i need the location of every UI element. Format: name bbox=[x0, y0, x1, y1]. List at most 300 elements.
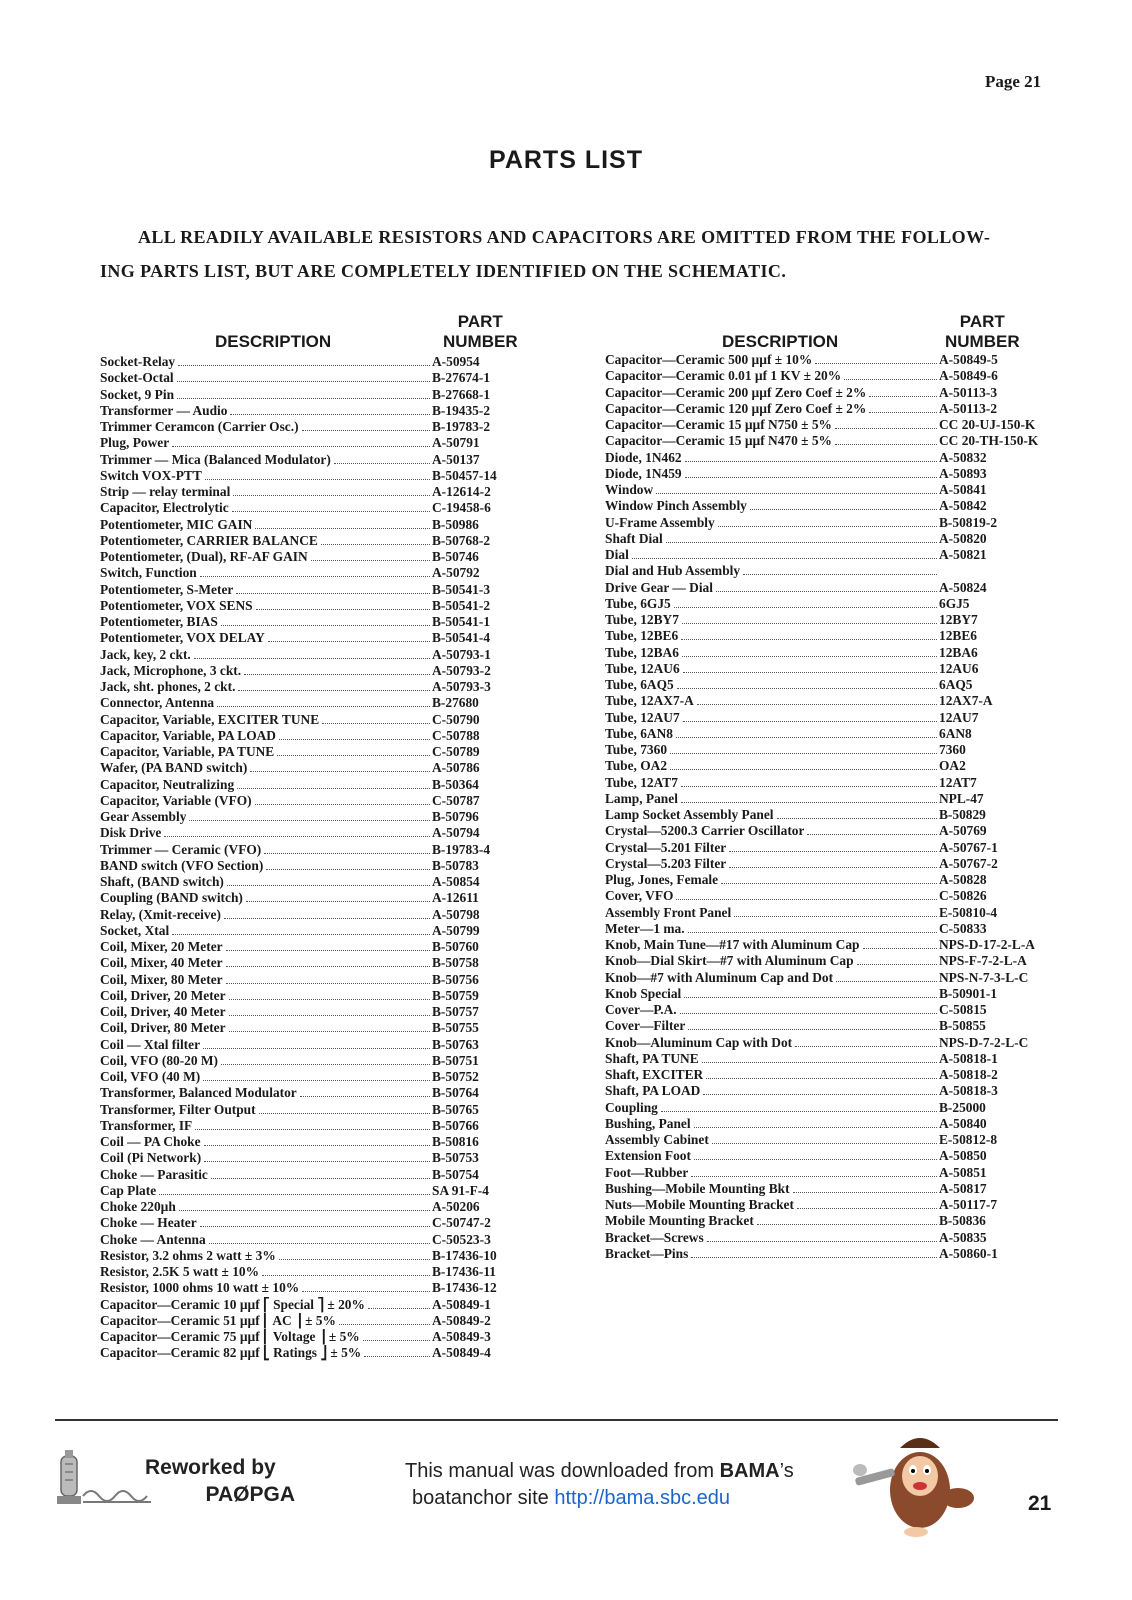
leader-dots bbox=[683, 721, 937, 722]
part-row bbox=[100, 1167, 510, 1183]
part-description: Dial and Hub Assembly bbox=[605, 563, 741, 579]
part-row bbox=[605, 1165, 1057, 1181]
leader-dots bbox=[244, 674, 430, 675]
leader-dots bbox=[734, 916, 937, 917]
part-description: Choke — Antenna bbox=[100, 1231, 206, 1247]
leader-dots bbox=[164, 836, 430, 837]
part-number: B-50783 bbox=[432, 857, 479, 873]
leader-dots bbox=[676, 737, 937, 738]
part-row bbox=[605, 368, 1057, 384]
part-number-header: PART NUMBER bbox=[443, 312, 518, 351]
part-number: B-50855 bbox=[939, 1018, 986, 1034]
part-number: A-50767-2 bbox=[939, 855, 998, 871]
part-number: 6AQ5 bbox=[939, 677, 973, 692]
leader-dots bbox=[311, 560, 430, 561]
part-description: Potentiometer, MIC GAIN bbox=[100, 516, 253, 532]
part-description: Dial bbox=[605, 547, 629, 562]
part-row bbox=[605, 888, 1057, 904]
leader-dots bbox=[815, 363, 937, 364]
part-row bbox=[605, 840, 1057, 856]
part-description: BAND switch (VFO Section) bbox=[100, 857, 264, 873]
part-number: A-50769 bbox=[939, 823, 987, 839]
part-description: Resistor, 3.2 ohms 2 watt ± 3% bbox=[100, 1247, 276, 1263]
bama-brand: BAMA bbox=[719, 1460, 780, 1482]
leader-dots bbox=[364, 1356, 430, 1357]
part-description: Capacitor—Ceramic 15 µµf N470 ± 5% bbox=[605, 433, 832, 449]
leader-dots bbox=[250, 771, 430, 772]
part-row bbox=[605, 563, 1057, 579]
leader-dots bbox=[368, 1308, 430, 1309]
part-number: A-50793-2 bbox=[432, 662, 491, 678]
part-description: Resistor, 2.5K 5 watt ± 10% bbox=[100, 1264, 259, 1279]
part-row bbox=[605, 1035, 1057, 1051]
part-row bbox=[100, 825, 510, 841]
part-row bbox=[100, 1020, 510, 1036]
part-description: Transformer — Audio bbox=[100, 402, 228, 418]
part-description: Capacitor—Ceramic 500 µµf ± 10% bbox=[605, 352, 813, 367]
description-header: DESCRIPTION bbox=[722, 332, 839, 351]
part-row bbox=[100, 1118, 510, 1134]
leader-dots bbox=[757, 1224, 937, 1225]
part-number: A-50794 bbox=[432, 825, 480, 841]
part-description: Socket-Octal bbox=[100, 370, 174, 386]
part-number: A-50798 bbox=[432, 906, 480, 922]
part-number: B-50901-1 bbox=[939, 985, 998, 1001]
part-number: NPS-D-7-2-L-C bbox=[939, 1034, 1029, 1050]
part-row bbox=[605, 1116, 1057, 1132]
leader-dots bbox=[777, 818, 937, 819]
intro-line-1: ALL READILY AVAILABLE RESISTORS AND CAPACITORS ARE OMITTED FROM THE FOLLOW- bbox=[138, 227, 991, 247]
part-description: Transformer, IF bbox=[100, 1117, 193, 1133]
part-description: Tube, OA2 bbox=[605, 758, 668, 774]
parts-column-right bbox=[605, 300, 1057, 1262]
part-row bbox=[100, 1053, 510, 1069]
part-number: E-50810-4 bbox=[939, 904, 998, 920]
part-number: A-50849-5 bbox=[939, 352, 998, 367]
part-row bbox=[100, 468, 510, 484]
part-row bbox=[100, 419, 510, 435]
part-description: Connector, Antenna bbox=[100, 695, 215, 711]
part-row bbox=[100, 955, 510, 971]
part-description: Mobile Mounting Bracket bbox=[605, 1213, 754, 1229]
part-row bbox=[605, 856, 1057, 872]
part-row bbox=[100, 614, 510, 630]
part-description: Potentiometer, CARRIER BALANCE bbox=[100, 532, 318, 548]
part-number: A-50113-2 bbox=[939, 400, 998, 416]
part-row bbox=[605, 531, 1057, 547]
part-description: Choke — Heater bbox=[100, 1215, 197, 1231]
reworked-by-credit: Reworked by PAØPGA bbox=[145, 1456, 295, 1506]
part-number: B-19783-4 bbox=[432, 841, 491, 857]
part-row bbox=[605, 1148, 1057, 1164]
part-description: Nuts—Mobile Mounting Bracket bbox=[605, 1197, 794, 1212]
part-row bbox=[605, 417, 1057, 433]
part-number: B-50986 bbox=[432, 516, 479, 532]
part-number: B-50541-2 bbox=[432, 597, 491, 613]
leader-dots bbox=[322, 723, 430, 724]
part-description: Tube, 12AX7-A bbox=[605, 693, 694, 709]
part-description: Disk Drive bbox=[100, 825, 162, 841]
part-description: Choke 220µh bbox=[100, 1199, 176, 1214]
leader-dots bbox=[712, 1143, 937, 1144]
part-row bbox=[100, 1313, 510, 1329]
part-description: Coil, Mixer, 80 Meter bbox=[100, 971, 223, 987]
part-description: Bracket—Screws bbox=[605, 1229, 704, 1245]
part-row bbox=[605, 791, 1057, 807]
part-number: A-50840 bbox=[939, 1115, 987, 1131]
leader-dots bbox=[230, 414, 430, 415]
leader-dots bbox=[743, 574, 937, 575]
part-row bbox=[605, 1230, 1057, 1246]
leader-dots bbox=[683, 672, 937, 673]
part-description: Coil, Driver, 40 Meter bbox=[100, 1004, 226, 1019]
part-description: Shaft, PA LOAD bbox=[605, 1083, 701, 1099]
part-row bbox=[605, 1067, 1057, 1083]
part-row bbox=[605, 742, 1057, 758]
part-row bbox=[100, 1037, 510, 1053]
leader-dots bbox=[256, 609, 430, 610]
bama-site-link[interactable]: http://bama.sbc.edu bbox=[554, 1487, 730, 1509]
part-description: Drive Gear — Dial bbox=[605, 579, 713, 595]
part-description: Lamp Socket Assembly Panel bbox=[605, 807, 774, 822]
part-description: Coil, Driver, 80 Meter bbox=[100, 1020, 226, 1036]
part-number: A-50821 bbox=[939, 547, 987, 562]
part-row bbox=[100, 939, 510, 955]
leader-dots bbox=[681, 639, 937, 640]
leader-dots bbox=[795, 1046, 937, 1047]
part-description: Foot—Rubber bbox=[605, 1164, 689, 1180]
part-number: A-50113-3 bbox=[939, 384, 998, 400]
part-row bbox=[100, 809, 510, 825]
part-number: C-50788 bbox=[432, 727, 480, 743]
part-description: Meter—1 ma. bbox=[605, 920, 685, 936]
part-description: Tube, 12BY7 bbox=[605, 612, 679, 627]
part-number: 12AU7 bbox=[939, 709, 979, 725]
leader-dots bbox=[262, 1275, 430, 1276]
leader-dots bbox=[205, 479, 430, 480]
leader-dots bbox=[229, 999, 430, 1000]
leader-dots bbox=[321, 544, 430, 545]
part-description: Potentiometer, VOX SENS bbox=[100, 597, 253, 613]
part-description: Coil, Driver, 20 Meter bbox=[100, 987, 226, 1003]
part-description: Choke — Parasitic bbox=[100, 1166, 208, 1182]
leader-dots bbox=[844, 379, 937, 380]
radio-tube-logo-icon bbox=[55, 1448, 155, 1510]
leader-dots bbox=[835, 444, 937, 445]
part-row bbox=[605, 482, 1057, 498]
part-description: Diode, 1N462 bbox=[605, 449, 682, 465]
leader-dots bbox=[224, 918, 430, 919]
part-number: B-50819-2 bbox=[939, 514, 998, 530]
part-row bbox=[605, 466, 1057, 482]
part-row bbox=[100, 582, 510, 598]
part-number: A-50849-2 bbox=[432, 1312, 491, 1328]
part-row bbox=[605, 1100, 1057, 1116]
part-number: B-50757 bbox=[432, 1004, 479, 1019]
parts-column-left bbox=[100, 300, 518, 1362]
part-row bbox=[100, 695, 510, 711]
part-description: Plug, Power bbox=[100, 435, 170, 451]
part-description: Lamp, Panel bbox=[605, 790, 678, 806]
leader-dots bbox=[172, 934, 430, 935]
part-row bbox=[100, 1150, 510, 1166]
part-description: Switch, Function bbox=[100, 565, 197, 581]
part-description: Capacitor—Ceramic 75 µµf ⎢ Voltage ⎥ ± 5% bbox=[100, 1329, 360, 1344]
part-row bbox=[605, 726, 1057, 742]
part-row bbox=[100, 1199, 510, 1215]
leader-dots bbox=[729, 867, 937, 868]
part-row bbox=[100, 1134, 510, 1150]
part-row bbox=[100, 387, 510, 403]
part-description: Cap Plate bbox=[100, 1182, 157, 1198]
part-description: Cover, VFO bbox=[605, 888, 674, 904]
leader-dots bbox=[674, 607, 937, 608]
part-row bbox=[100, 1264, 510, 1280]
part-number: B-50759 bbox=[432, 987, 479, 1003]
part-description: Capacitor—Ceramic 15 µµf N750 ± 5% bbox=[605, 417, 832, 432]
part-row bbox=[100, 647, 510, 663]
part-number: A-50828 bbox=[939, 872, 987, 887]
leader-dots bbox=[716, 591, 937, 592]
part-row bbox=[100, 728, 510, 744]
part-description: Assembly Front Panel bbox=[605, 904, 732, 920]
leader-dots bbox=[266, 869, 430, 870]
leader-dots bbox=[178, 365, 430, 366]
leader-dots bbox=[195, 1129, 430, 1130]
part-number: A-50851 bbox=[939, 1164, 987, 1180]
leader-dots bbox=[632, 558, 937, 559]
leader-dots bbox=[691, 1176, 937, 1177]
part-number: A-50137 bbox=[432, 451, 480, 467]
leader-dots bbox=[706, 1078, 937, 1079]
part-row bbox=[605, 775, 1057, 791]
leader-dots bbox=[684, 997, 937, 998]
part-description: Capacitor—Ceramic 82 µµf ⎣ Ratings ⎦ ± 5% bbox=[100, 1345, 362, 1361]
part-description: Coupling bbox=[605, 1099, 658, 1115]
part-row bbox=[605, 433, 1057, 449]
part-number: B-50760 bbox=[432, 939, 479, 954]
leader-dots bbox=[666, 542, 937, 543]
part-row bbox=[100, 972, 510, 988]
part-description: Bushing, Panel bbox=[605, 1115, 691, 1131]
part-row bbox=[100, 777, 510, 793]
part-description: Capacitor—Ceramic 0.01 µf 1 KV ± 20% bbox=[605, 368, 842, 384]
part-row bbox=[605, 661, 1057, 677]
part-row bbox=[100, 1085, 510, 1101]
part-description: Capacitor, Variable, PA TUNE bbox=[100, 744, 275, 759]
leader-dots bbox=[255, 804, 430, 805]
part-row bbox=[100, 517, 510, 533]
leader-dots bbox=[857, 964, 937, 965]
part-row bbox=[100, 1345, 510, 1361]
part-number: B-50746 bbox=[432, 549, 479, 564]
leader-dots bbox=[227, 885, 430, 886]
part-number: A-50818-2 bbox=[939, 1067, 998, 1082]
leader-dots bbox=[688, 932, 937, 933]
part-description: Tube, 7360 bbox=[605, 742, 668, 757]
part-number: C-50815 bbox=[939, 1002, 987, 1017]
part-row bbox=[100, 1102, 510, 1118]
part-row bbox=[605, 758, 1057, 774]
part-number: B-19783-2 bbox=[432, 419, 491, 434]
part-number: A-50799 bbox=[432, 922, 480, 938]
part-description: Tube, 12AT7 bbox=[605, 774, 678, 790]
part-number: B-50541-3 bbox=[432, 581, 491, 597]
part-row bbox=[100, 988, 510, 1004]
leader-dots bbox=[232, 511, 430, 512]
leader-dots bbox=[793, 1192, 937, 1193]
download-notice: This manual was downloaded from BAMA’s boatanchor site http://bama.sbc.edu bbox=[405, 1460, 794, 1509]
part-number: B-50364 bbox=[432, 776, 479, 792]
part-row bbox=[605, 1051, 1057, 1067]
part-row bbox=[100, 760, 510, 776]
part-description: Jack, sht. phones, 2 ckt. bbox=[100, 679, 236, 694]
part-row bbox=[605, 823, 1057, 839]
part-number: SA 91-F-4 bbox=[432, 1182, 489, 1198]
part-row bbox=[100, 533, 510, 549]
part-number: OA2 bbox=[939, 758, 966, 774]
part-number: A-50791 bbox=[432, 435, 480, 451]
leader-dots bbox=[721, 883, 937, 884]
part-number: 12AX7-A bbox=[939, 693, 993, 709]
part-number: A-50860-1 bbox=[939, 1245, 998, 1261]
part-row bbox=[100, 630, 510, 646]
part-description: Bushing—Mobile Mounting Bkt bbox=[605, 1180, 790, 1196]
column-header bbox=[605, 300, 1057, 352]
part-row bbox=[605, 1002, 1057, 1018]
part-number: 7360 bbox=[939, 742, 966, 757]
part-row bbox=[100, 1280, 510, 1296]
part-number: B-50755 bbox=[432, 1020, 479, 1036]
leader-dots bbox=[221, 625, 430, 626]
leader-dots bbox=[246, 901, 430, 902]
leader-dots bbox=[334, 463, 430, 464]
part-row bbox=[100, 663, 510, 679]
part-description: Coil, Mixer, 20 Meter bbox=[100, 939, 223, 954]
part-description: Capacitor—Ceramic 10 µµf ⎡ Special ⎤ ± 20% bbox=[100, 1296, 365, 1312]
part-description: Jack, key, 2 ckt. bbox=[100, 646, 191, 662]
leader-dots bbox=[661, 1111, 937, 1112]
leader-dots bbox=[209, 1243, 430, 1244]
part-number: CC 20-TH-150-K bbox=[939, 433, 1039, 449]
part-number: A-50832 bbox=[939, 449, 987, 465]
leader-dots bbox=[682, 623, 937, 624]
part-number: A-50835 bbox=[939, 1229, 987, 1245]
part-description: Capacitor—Ceramic 120 µµf Zero Coef ± 2% bbox=[605, 400, 867, 416]
part-number: NPS-F-7-2-L-A bbox=[939, 953, 1027, 969]
leader-dots bbox=[691, 1257, 937, 1258]
part-row bbox=[605, 1246, 1057, 1262]
part-number: NPS-D-17-2-L-A bbox=[939, 937, 1035, 952]
part-description: Transformer, Filter Output bbox=[100, 1101, 256, 1117]
part-description: Diode, 1N459 bbox=[605, 465, 682, 481]
part-description: Potentiometer, S-Meter bbox=[100, 581, 234, 597]
part-number: C-50790 bbox=[432, 711, 480, 727]
part-description: Coil, VFO (40 M) bbox=[100, 1069, 201, 1084]
description-header: DESCRIPTION bbox=[215, 332, 332, 351]
leader-dots bbox=[797, 1208, 937, 1209]
part-number: B-50768-2 bbox=[432, 532, 491, 548]
part-row bbox=[100, 1248, 510, 1264]
part-description: Transformer, Balanced Modulator bbox=[100, 1085, 297, 1101]
part-description: Extension Foot bbox=[605, 1148, 691, 1164]
leader-dots bbox=[685, 477, 937, 478]
part-number: B-17436-12 bbox=[432, 1280, 497, 1296]
part-number: CC 20-UJ-150-K bbox=[939, 417, 1036, 432]
part-number: NPL-47 bbox=[939, 790, 984, 806]
part-description: Tube, 6AN8 bbox=[605, 725, 673, 741]
part-description: Bracket—Pins bbox=[605, 1245, 689, 1261]
part-number: B-50758 bbox=[432, 955, 479, 971]
leader-dots bbox=[237, 788, 430, 789]
part-row bbox=[100, 1183, 510, 1199]
part-description: Plug, Jones, Female bbox=[605, 872, 719, 887]
part-description: Capacitor, Variable (VFO) bbox=[100, 792, 252, 808]
part-number: B-50751 bbox=[432, 1052, 479, 1068]
part-number: A-50206 bbox=[432, 1199, 480, 1214]
part-row bbox=[605, 1132, 1057, 1148]
part-number: B-50829 bbox=[939, 807, 986, 822]
part-description: Trimmer — Mica (Balanced Modulator) bbox=[100, 451, 331, 467]
parts-list-left bbox=[100, 354, 510, 1362]
part-number: A-50767-1 bbox=[939, 839, 998, 855]
leader-dots bbox=[869, 396, 937, 397]
part-row bbox=[605, 498, 1057, 514]
part-row bbox=[605, 905, 1057, 921]
page-label: Page 21 bbox=[985, 72, 1042, 91]
part-description: Tube, 12AU7 bbox=[605, 709, 680, 725]
part-description: Shaft, PA TUNE bbox=[605, 1050, 699, 1066]
part-description: Potentiometer, BIAS bbox=[100, 614, 218, 629]
part-row bbox=[605, 693, 1057, 709]
part-row bbox=[605, 921, 1057, 937]
part-row bbox=[100, 890, 510, 906]
part-description: Capacitor, Neutralizing bbox=[100, 776, 235, 792]
part-description: Coil — PA Choke bbox=[100, 1134, 201, 1149]
part-row bbox=[605, 352, 1057, 368]
caveman-mascot-icon bbox=[840, 1428, 985, 1538]
part-description: Knob—#7 with Aluminum Cap and Dot bbox=[605, 969, 834, 985]
leader-dots bbox=[226, 950, 430, 951]
leader-dots bbox=[750, 509, 937, 510]
leader-dots bbox=[279, 739, 430, 740]
part-row bbox=[100, 712, 510, 728]
leader-dots bbox=[229, 1031, 430, 1032]
leader-dots bbox=[194, 658, 430, 659]
part-number: 12AT7 bbox=[939, 774, 977, 790]
part-number: B-50796 bbox=[432, 809, 479, 824]
part-row bbox=[605, 677, 1057, 693]
column-header bbox=[100, 300, 518, 352]
part-number: A-50786 bbox=[432, 760, 480, 776]
leader-dots bbox=[363, 1340, 430, 1341]
part-number: B-27680 bbox=[432, 695, 479, 711]
part-number: A-50792 bbox=[432, 565, 480, 581]
part-row bbox=[100, 858, 510, 874]
leader-dots bbox=[259, 1113, 430, 1114]
intro-paragraph bbox=[100, 220, 1055, 288]
part-row bbox=[605, 612, 1057, 628]
part-description: Shaft, EXCITER bbox=[605, 1067, 704, 1082]
part-number: 12AU6 bbox=[939, 660, 979, 676]
part-description: Capacitor—Ceramic 51 µµf ⎢ AC ⎥ ± 5% bbox=[100, 1312, 336, 1328]
leader-dots bbox=[229, 1015, 430, 1016]
intro-line-2: ING PARTS LIST, BUT ARE COMPLETELY IDENTIFIED ON THE SCHEMATIC. bbox=[100, 261, 787, 281]
part-number: C-50747-2 bbox=[432, 1215, 491, 1231]
part-number: C-50789 bbox=[432, 744, 480, 759]
part-row bbox=[100, 598, 510, 614]
part-description: Coil (Pi Network) bbox=[100, 1150, 202, 1166]
